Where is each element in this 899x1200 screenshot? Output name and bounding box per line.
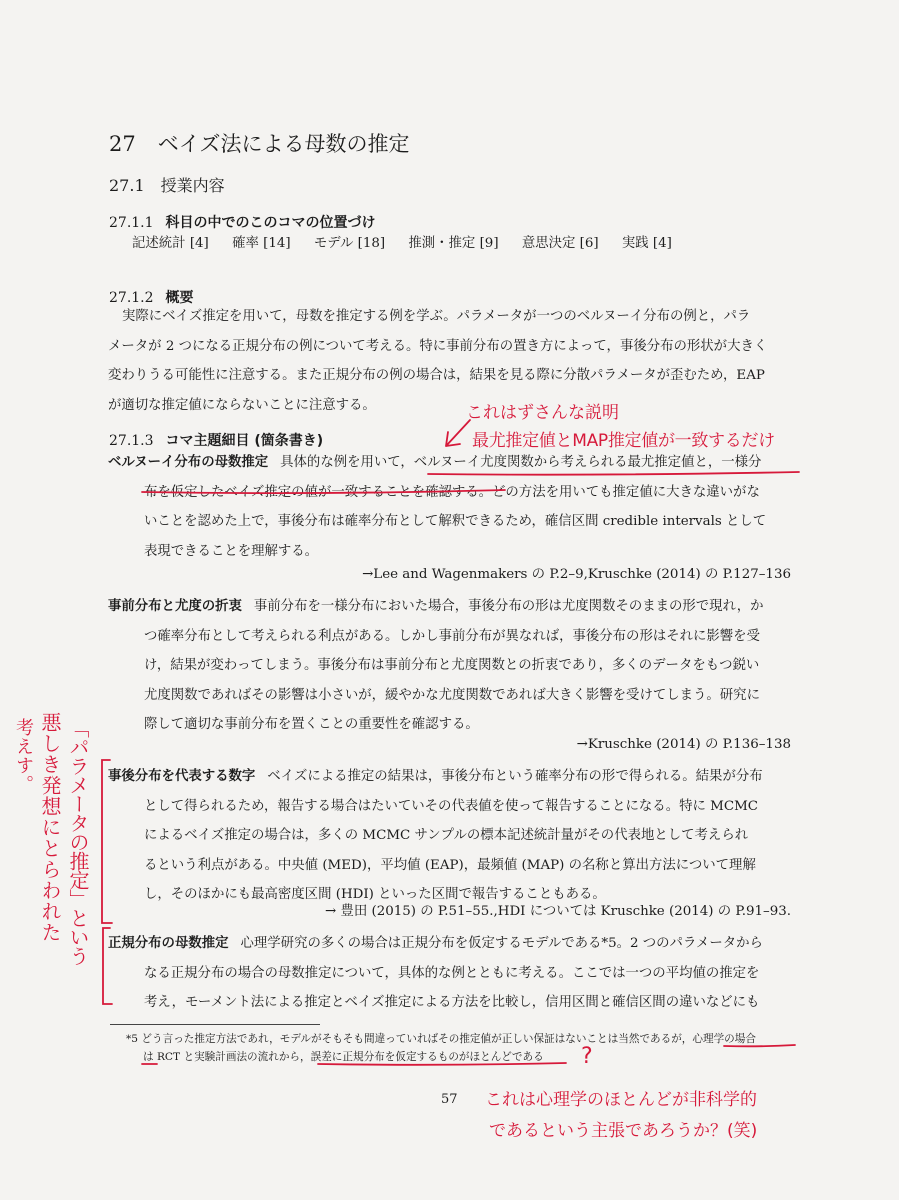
subsection-number: 27.1.3 xyxy=(109,433,154,449)
item-line: し，そのほかにも最高密度区間 (HDI) といった区間で報告することもある。 xyxy=(144,887,606,902)
item-reference: →Lee and Wagenmakers の P.2–9,Kruschke (2014) の P.127–136 xyxy=(362,567,791,582)
item-line: なる正規分布の場合の母数推定について，具体的な例とともに考える。ここでは一つの平均値の推定を xyxy=(144,965,760,981)
handwritten-margin-col-1: 考えす。 xyxy=(13,718,34,794)
subject-item: 推測・推定 [9] xyxy=(408,236,499,251)
handwritten-margin-col-2: 悪しき発想にとらわれた xyxy=(38,712,62,943)
item-line: 表現できることを理解する。 xyxy=(144,543,319,559)
item-lead: 事後分布を代表する数字 xyxy=(108,769,256,784)
item-line: として得られるため，報告する場合はたいていその代表値を使って報告することになる。特に MCMC xyxy=(144,798,759,814)
item-line: 考え，モーメント法による推定とベイズ推定による方法を比較し，信用区間と確信区間の違いなどにも xyxy=(144,995,760,1010)
item-line: るという利点がある。中央値 (MED)，平均値 (EAP)，最頻値 (MAP) の名称と算出方法について理解 xyxy=(144,857,756,873)
item-line: 布を仮定したベイズ推定の値が一致することを確認する。どの方法を用いても推定値に大きな違いがな xyxy=(144,484,760,500)
subject-list xyxy=(132,232,691,251)
item-line: 尤度関数であればその影響は小さいが，緩やかな尤度関数であれば大きく影響を受けてしまう。研究に xyxy=(144,687,760,703)
item-normal-estimation xyxy=(108,929,790,1018)
subsection-heading-1 xyxy=(109,212,376,232)
item-lead: 事前分布と尤度の折衷 xyxy=(108,599,242,614)
section-title: 授業内容 xyxy=(160,176,225,195)
item-reference: →Kruschke (2014) の P.136–138 xyxy=(576,737,791,752)
item-reference: → 豊田 (2015) の P.51–55.,HDI については Kruschke (2014) の P.91–93. xyxy=(324,904,791,919)
subject-item: モデル [18] xyxy=(313,236,386,251)
subsection-number: 27.1.1 xyxy=(109,215,154,231)
subject-item: 実践 [4] xyxy=(621,236,672,251)
item-line: つ確率分布として考えられる利点がある。しかし事前分布が異なれば，事後分布の形はそれに影響を受 xyxy=(144,628,760,644)
chapter-heading xyxy=(109,128,410,158)
subject-item: 意思決定 [6] xyxy=(521,236,599,251)
subject-item: 確率 [14] xyxy=(232,236,291,251)
subject-item: 記述統計 [4] xyxy=(132,236,209,251)
arrow-to-sentence xyxy=(446,420,470,446)
item-line: によるベイズ推定の場合は，多くの MCMC サンプルの標本記述統計量がその代表地として考えられ xyxy=(144,828,749,843)
footnote-rule xyxy=(110,1024,320,1025)
footnote-line-2: は RCT と実験計画法の流れから，誤差に正規分布を仮定するものがほとんどである xyxy=(143,1051,544,1063)
section-heading xyxy=(109,173,225,196)
overview-paragraph xyxy=(108,302,790,420)
subsection-title: コマ主題細目 (箇条書き) xyxy=(165,433,324,449)
item-line: 事前分布を一様分布においた場合，事後分布の形は尤度関数そのままの形で現れ，か xyxy=(253,599,764,614)
item-line: いことを認めた上で，事後分布は確率分布として解釈できるため，確信区間 credible intervals として xyxy=(144,514,767,529)
item-posterior-summary xyxy=(108,762,790,910)
item-line: 際して適切な事前分布を置くことの重要性を確認する。 xyxy=(144,717,479,732)
overview-line: が適切な推定値にならないことに注意する。 xyxy=(108,397,376,413)
footnote-text: どう言った推定方法であれ，モデルがそもそも間違っていればその推定値が正しい保証はないことは当然であるが，心理学の場合 xyxy=(141,1033,756,1045)
subsection-number: 27.1.2 xyxy=(109,290,154,306)
chapter-title: ベイズ法による母数の推定 xyxy=(157,132,410,156)
handwritten-note-1-line-2: 最尤推定値とMAP推定値が一致するだけ xyxy=(472,431,775,451)
handwritten-question-mark: ? xyxy=(581,1044,593,1069)
overview-line: 実際にベイズ推定を用いて，母数を推定する例を学ぶ。パラメータが一つのベルヌーイ分布の例と，パラ xyxy=(122,309,751,324)
handwritten-note-2-line-1: これは心理学のほとんどが非科学的 xyxy=(485,1090,757,1110)
page-number: 57 xyxy=(441,1092,458,1107)
handwritten-note-2-line-2: であるという主張であろうか？(笑) xyxy=(489,1121,758,1141)
footnote-mark: *5 xyxy=(126,1033,139,1045)
item-lead: ベルヌーイ分布の母数推定 xyxy=(108,455,269,470)
item-line: け，結果が変わってしまう。事後分布は事前分布と尤度関数との折衷であり，多くのデータをもつ鋭い xyxy=(144,658,760,673)
item-line: 心理学研究の多くの場合は正規分布を仮定するモデルである*5。2 つのパラメータから xyxy=(240,936,763,951)
handwritten-margin-col-3: 「パラメータの推定」という xyxy=(66,718,90,965)
item-lead: 正規分布の母数推定 xyxy=(108,936,229,951)
section-number: 27.1 xyxy=(109,176,145,195)
item-line: 具体的な例を用いて，ベルヌーイ尤度関数から考えられる最尤推定値と，一様分 xyxy=(280,455,762,470)
footnote-line xyxy=(126,1029,756,1049)
item-bernoulli xyxy=(108,448,790,566)
subsection-heading-3 xyxy=(109,430,323,450)
item-prior-likelihood xyxy=(108,592,790,740)
subsection-title: 概要 xyxy=(165,290,194,306)
handwritten-note-1-line-1: これはずさんな説明 xyxy=(466,403,619,423)
item-line: ベイズによる推定の結果は，事後分布という確率分布の形で得られる。結果が分布 xyxy=(267,769,763,784)
subsection-title: 科目の中でのこのコマの位置づけ xyxy=(165,215,376,231)
overview-line: 変わりうる可能性に注意する。また正規分布の例の場合は，結果を見る際に分散パラメータが歪むため，EAP xyxy=(108,368,765,383)
overview-line: メータが 2 つになる正規分布の例について考える。特に事前分布の置き方によって，事後分布の形状が大きく xyxy=(108,338,768,354)
chapter-number: 27 xyxy=(109,132,136,156)
